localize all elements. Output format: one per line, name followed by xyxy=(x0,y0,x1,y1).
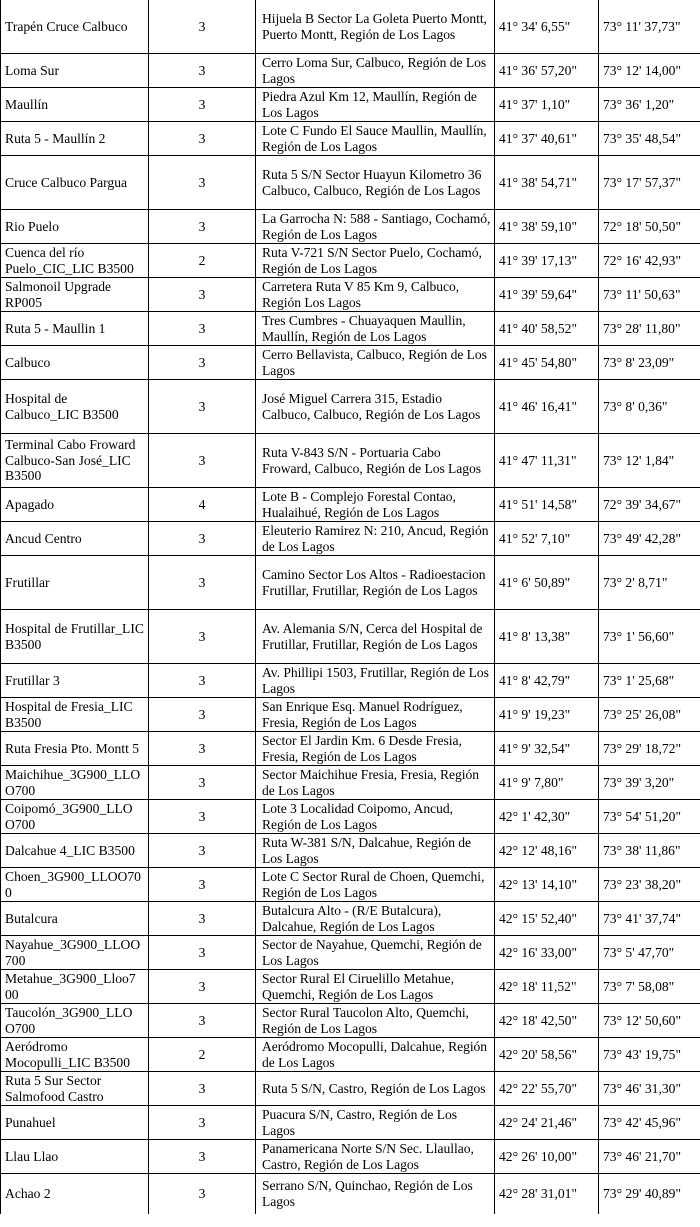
longitude-cell: 73° 8' 23,09" xyxy=(599,346,700,380)
table-row xyxy=(1,488,700,522)
latitude-cell: 41° 9' 32,54" xyxy=(495,732,599,766)
address-cell: Ruta V-721 S/N Sector Puelo, Cochamó, Región de Los Lagos xyxy=(256,244,495,278)
address-cell: Hijuela B Sector La Goleta Puerto Montt, Puerto Montt, Región de Los Lagos xyxy=(256,0,495,54)
site-name-cell: Terminal Cabo Froward Calbuco-San José_LIC B3500 xyxy=(1,434,149,488)
table-row xyxy=(1,698,700,732)
latitude-cell: 42° 22' 55,70" xyxy=(495,1072,599,1106)
site-name-cell: Loma Sur xyxy=(1,54,149,88)
technology-cell: 3 xyxy=(149,1106,256,1140)
address-cell: Ruta 5 S/N, Castro, Región de Los Lagos xyxy=(256,1072,495,1106)
longitude-cell: 73° 1' 25,68" xyxy=(599,664,700,698)
latitude-cell: 42° 18' 11,52" xyxy=(495,970,599,1004)
site-name-cell: Rio Puelo xyxy=(1,210,149,244)
technology-cell: 3 xyxy=(149,1140,256,1174)
address-cell: Av. Alemania S/N, Cerca del Hospital de Frutillar, Frutillar, Región de Los Lagos xyxy=(256,610,495,664)
latitude-cell: 41° 8' 42,79" xyxy=(495,664,599,698)
table-row xyxy=(1,346,700,380)
latitude-cell: 41° 38' 59,10" xyxy=(495,210,599,244)
technology-cell: 2 xyxy=(149,1038,256,1072)
longitude-cell: 73° 35' 48,54" xyxy=(599,122,700,156)
technology-cell: 3 xyxy=(149,1072,256,1106)
table-row xyxy=(1,1072,700,1106)
table-row xyxy=(1,1140,700,1174)
site-name-cell: Ruta Fresia Pto. Montt 5 xyxy=(1,732,149,766)
address-cell: Aeródromo Mocopulli, Dalcahue, Región de Los Lagos xyxy=(256,1038,495,1072)
address-cell: Carretera Ruta V 85 Km 9, Calbuco, Región Los Lagos xyxy=(256,278,495,312)
site-name-cell: Salmonoil Upgrade RP005 xyxy=(1,278,149,312)
table-row xyxy=(1,244,700,278)
address-cell: Piedra Azul Km 12, Maullín, Región de Los Lagos xyxy=(256,88,495,122)
address-cell: Panamericana Norte S/N Sec. Llaullao, Castro, Región de Los Lagos xyxy=(256,1140,495,1174)
table-row xyxy=(1,54,700,88)
table-row xyxy=(1,902,700,936)
site-name-cell: Ancud Centro xyxy=(1,522,149,556)
address-cell: Lote C Fundo El Sauce Maullin, Maullín, Región de Los Lagos xyxy=(256,122,495,156)
longitude-cell: 73° 41' 37,74" xyxy=(599,902,700,936)
longitude-cell: 73° 11' 50,63" xyxy=(599,278,700,312)
site-name-cell: Hospital de Frutillar_LIC B3500 xyxy=(1,610,149,664)
address-cell: Eleuterio Ramirez N: 210, Ancud, Región de Los Lagos xyxy=(256,522,495,556)
table-row xyxy=(1,1038,700,1072)
longitude-cell: 73° 8' 0,36" xyxy=(599,380,700,434)
table-row xyxy=(1,732,700,766)
latitude-cell: 42° 13' 14,10" xyxy=(495,868,599,902)
address-cell: Camino Sector Los Altos - Radioestacion Frutillar, Frutillar, Región de Los Lagos xyxy=(256,556,495,610)
address-cell: Lote C Sector Rural de Choen, Quemchi, Región de Los Lagos xyxy=(256,868,495,902)
latitude-cell: 41° 52' 7,10" xyxy=(495,522,599,556)
address-cell: Sector Maichihue Fresia, Fresia, Región de Los Lagos xyxy=(256,766,495,800)
longitude-cell: 73° 12' 50,60" xyxy=(599,1004,700,1038)
latitude-cell: 41° 47' 11,31" xyxy=(495,434,599,488)
address-cell: San Enrique Esq. Manuel Rodríguez, Fresia, Región de Los Lagos xyxy=(256,698,495,732)
address-cell: Sector Rural Taucolon Alto, Quemchi, Región de Los Lagos xyxy=(256,1004,495,1038)
technology-cell: 2 xyxy=(149,244,256,278)
technology-cell: 3 xyxy=(149,0,256,54)
latitude-cell: 41° 34' 6,55" xyxy=(495,0,599,54)
address-cell: Lote 3 Localidad Coipomo, Ancud, Región de Los Lagos xyxy=(256,800,495,834)
latitude-cell: 42° 24' 21,46" xyxy=(495,1106,599,1140)
table-row xyxy=(1,1004,700,1038)
longitude-cell: 73° 49' 42,28" xyxy=(599,522,700,556)
address-cell: Butalcura Alto - (R/E Butalcura), Dalcahue, Región de Los Lagos xyxy=(256,902,495,936)
table-row xyxy=(1,800,700,834)
longitude-cell: 73° 23' 38,20" xyxy=(599,868,700,902)
table-row xyxy=(1,210,700,244)
site-name-cell: Maichihue_3G900_LLO O700 xyxy=(1,766,149,800)
site-name-cell: Cruce Calbuco Pargua xyxy=(1,156,149,210)
longitude-cell: 72° 39' 34,67" xyxy=(599,488,700,522)
address-cell: Ruta 5 S/N Sector Huayun Kilometro 36 Calbuco, Calbuco, Región de Los Lagos xyxy=(256,156,495,210)
longitude-cell: 73° 5' 47,70" xyxy=(599,936,700,970)
site-name-cell: Cuenca del río Puelo_CIC_LIC B3500 xyxy=(1,244,149,278)
technology-cell: 3 xyxy=(149,664,256,698)
technology-cell: 3 xyxy=(149,868,256,902)
technology-cell: 3 xyxy=(149,346,256,380)
technology-cell: 3 xyxy=(149,800,256,834)
site-name-cell: Aeródromo Mocopulli_LIC B3500 xyxy=(1,1038,149,1072)
longitude-cell: 73° 29' 18,72" xyxy=(599,732,700,766)
site-name-cell: Ruta 5 - Maullín 2 xyxy=(1,122,149,156)
technology-cell: 3 xyxy=(149,698,256,732)
longitude-cell: 73° 42' 45,96" xyxy=(599,1106,700,1140)
address-cell: Ruta V-843 S/N - Portuaria Cabo Froward, Calbuco, Región de Los Lagos xyxy=(256,434,495,488)
latitude-cell: 42° 26' 10,00" xyxy=(495,1140,599,1174)
site-name-cell: Frutillar xyxy=(1,556,149,610)
address-cell: Ruta W-381 S/N, Dalcahue, Región de Los Lagos xyxy=(256,834,495,868)
latitude-cell: 41° 37' 40,61" xyxy=(495,122,599,156)
longitude-cell: 73° 12' 1,84" xyxy=(599,434,700,488)
latitude-cell: 41° 39' 59,64" xyxy=(495,278,599,312)
table-row xyxy=(1,970,700,1004)
table-row xyxy=(1,522,700,556)
address-cell: Sector El Jardin Km. 6 Desde Fresia, Fresia, Región de Los Lagos xyxy=(256,732,495,766)
site-name-cell: Hospital de Fresia_LIC B3500 xyxy=(1,698,149,732)
address-cell: Cerro Loma Sur, Calbuco, Región de Los Lagos xyxy=(256,54,495,88)
longitude-cell: 73° 29' 40,89" xyxy=(599,1174,700,1215)
site-name-cell: Choen_3G900_LLOO70 0 xyxy=(1,868,149,902)
address-cell: Av. Phillipi 1503, Frutillar, Región de Los Lagos xyxy=(256,664,495,698)
site-name-cell: Taucolón_3G900_LLO O700 xyxy=(1,1004,149,1038)
table-row xyxy=(1,664,700,698)
table-row xyxy=(1,278,700,312)
technology-cell: 3 xyxy=(149,156,256,210)
table-row xyxy=(1,610,700,664)
table-row xyxy=(1,834,700,868)
address-cell: Serrano S/N, Quinchao, Región de Los Lagos xyxy=(256,1174,495,1215)
site-name-cell: Frutillar 3 xyxy=(1,664,149,698)
table-row xyxy=(1,936,700,970)
site-name-cell: Hospital de Calbuco_LIC B3500 xyxy=(1,380,149,434)
site-name-cell: Nayahue_3G900_LLOO 700 xyxy=(1,936,149,970)
technology-cell: 3 xyxy=(149,1174,256,1215)
latitude-cell: 41° 36' 57,20" xyxy=(495,54,599,88)
longitude-cell: 73° 46' 21,70" xyxy=(599,1140,700,1174)
technology-cell: 3 xyxy=(149,122,256,156)
table-body xyxy=(1,0,700,1214)
longitude-cell: 72° 18' 50,50" xyxy=(599,210,700,244)
site-name-cell: Ruta 5 - Maullin 1 xyxy=(1,312,149,346)
site-name-cell: Metahue_3G900_Lloo7 00 xyxy=(1,970,149,1004)
longitude-cell: 73° 43' 19,75" xyxy=(599,1038,700,1072)
latitude-cell: 41° 38' 54,71" xyxy=(495,156,599,210)
latitude-cell: 42° 28' 31,01" xyxy=(495,1174,599,1215)
longitude-cell: 73° 28' 11,80" xyxy=(599,312,700,346)
longitude-cell: 73° 11' 37,73" xyxy=(599,0,700,54)
site-name-cell: Achao 2 xyxy=(1,1174,149,1215)
site-name-cell: Llau Llao xyxy=(1,1140,149,1174)
address-cell: Puacura S/N, Castro, Región de Los Lagos xyxy=(256,1106,495,1140)
technology-cell: 3 xyxy=(149,610,256,664)
technology-cell: 3 xyxy=(149,434,256,488)
site-name-cell: Apagado xyxy=(1,488,149,522)
longitude-cell: 73° 17' 57,37" xyxy=(599,156,700,210)
table-row xyxy=(1,0,700,54)
latitude-cell: 41° 37' 1,10" xyxy=(495,88,599,122)
address-cell: La Garrocha N: 588 - Santiago, Cochamó, Región de Los Lagos xyxy=(256,210,495,244)
technology-cell: 3 xyxy=(149,732,256,766)
technology-cell: 3 xyxy=(149,902,256,936)
technology-cell: 3 xyxy=(149,312,256,346)
table-row xyxy=(1,766,700,800)
table-row xyxy=(1,122,700,156)
longitude-cell: 73° 36' 1,20" xyxy=(599,88,700,122)
latitude-cell: 41° 39' 17,13" xyxy=(495,244,599,278)
technology-cell: 3 xyxy=(149,54,256,88)
longitude-cell: 73° 39' 3,20" xyxy=(599,766,700,800)
technology-cell: 3 xyxy=(149,1004,256,1038)
latitude-cell: 42° 1' 42,30" xyxy=(495,800,599,834)
technology-cell: 3 xyxy=(149,380,256,434)
latitude-cell: 41° 45' 54,80" xyxy=(495,346,599,380)
longitude-cell: 73° 7' 58,08" xyxy=(599,970,700,1004)
technology-cell: 3 xyxy=(149,970,256,1004)
address-cell: Sector de Nayahue, Quemchi, Región de Los Lagos xyxy=(256,936,495,970)
table-row xyxy=(1,1174,700,1215)
longitude-cell: 73° 12' 14,00" xyxy=(599,54,700,88)
longitude-cell: 73° 46' 31,30" xyxy=(599,1072,700,1106)
site-name-cell: Coipomó_3G900_LLO O700 xyxy=(1,800,149,834)
site-name-cell: Punahuel xyxy=(1,1106,149,1140)
longitude-cell: 73° 1' 56,60" xyxy=(599,610,700,664)
latitude-cell: 42° 20' 58,56" xyxy=(495,1038,599,1072)
longitude-cell: 72° 16' 42,93" xyxy=(599,244,700,278)
technology-cell: 4 xyxy=(149,488,256,522)
latitude-cell: 42° 16' 33,00" xyxy=(495,936,599,970)
address-cell: Cerro Bellavista, Calbuco, Región de Los Lagos xyxy=(256,346,495,380)
table-row xyxy=(1,88,700,122)
table-row xyxy=(1,556,700,610)
technology-cell: 3 xyxy=(149,278,256,312)
site-name-cell: Dalcahue 4_LIC B3500 xyxy=(1,834,149,868)
table-row xyxy=(1,1106,700,1140)
table-row xyxy=(1,156,700,210)
latitude-cell: 41° 40' 58,52" xyxy=(495,312,599,346)
longitude-cell: 73° 25' 26,08" xyxy=(599,698,700,732)
address-cell: José Miguel Carrera 315, Estadio Calbuco, Calbuco, Región de Los Lagos xyxy=(256,380,495,434)
longitude-cell: 73° 54' 51,20" xyxy=(599,800,700,834)
latitude-cell: 41° 6' 50,89" xyxy=(495,556,599,610)
site-name-cell: Trapén Cruce Calbuco xyxy=(1,0,149,54)
latitude-cell: 42° 18' 42,50" xyxy=(495,1004,599,1038)
latitude-cell: 41° 9' 7,80" xyxy=(495,766,599,800)
address-cell: Lote B - Complejo Forestal Contao, Hualaihué, Región de Los Lagos xyxy=(256,488,495,522)
technology-cell: 3 xyxy=(149,88,256,122)
address-cell: Tres Cumbres - Chuayaquen Maullin, Maullín, Región de Los Lagos xyxy=(256,312,495,346)
latitude-cell: 42° 15' 52,40" xyxy=(495,902,599,936)
site-name-cell: Ruta 5 Sur Sector Salmofood Castro xyxy=(1,1072,149,1106)
table-row xyxy=(1,868,700,902)
table-row xyxy=(1,312,700,346)
latitude-cell: 42° 12' 48,16" xyxy=(495,834,599,868)
address-cell: Sector Rural El Ciruelillo Metahue, Quemchi, Región de Los Lagos xyxy=(256,970,495,1004)
technology-cell: 3 xyxy=(149,766,256,800)
site-name-cell: Maullín xyxy=(1,88,149,122)
site-name-cell: Butalcura xyxy=(1,902,149,936)
technology-cell: 3 xyxy=(149,556,256,610)
site-name-cell: Calbuco xyxy=(1,346,149,380)
latitude-cell: 41° 51' 14,58" xyxy=(495,488,599,522)
technology-cell: 3 xyxy=(149,522,256,556)
technology-cell: 3 xyxy=(149,834,256,868)
longitude-cell: 73° 38' 11,86" xyxy=(599,834,700,868)
latitude-cell: 41° 8' 13,38" xyxy=(495,610,599,664)
technology-cell: 3 xyxy=(149,936,256,970)
latitude-cell: 41° 9' 19,23" xyxy=(495,698,599,732)
longitude-cell: 73° 2' 8,71" xyxy=(599,556,700,610)
technology-cell: 3 xyxy=(149,210,256,244)
latitude-cell: 41° 46' 16,41" xyxy=(495,380,599,434)
table-row xyxy=(1,380,700,434)
table-row xyxy=(1,434,700,488)
